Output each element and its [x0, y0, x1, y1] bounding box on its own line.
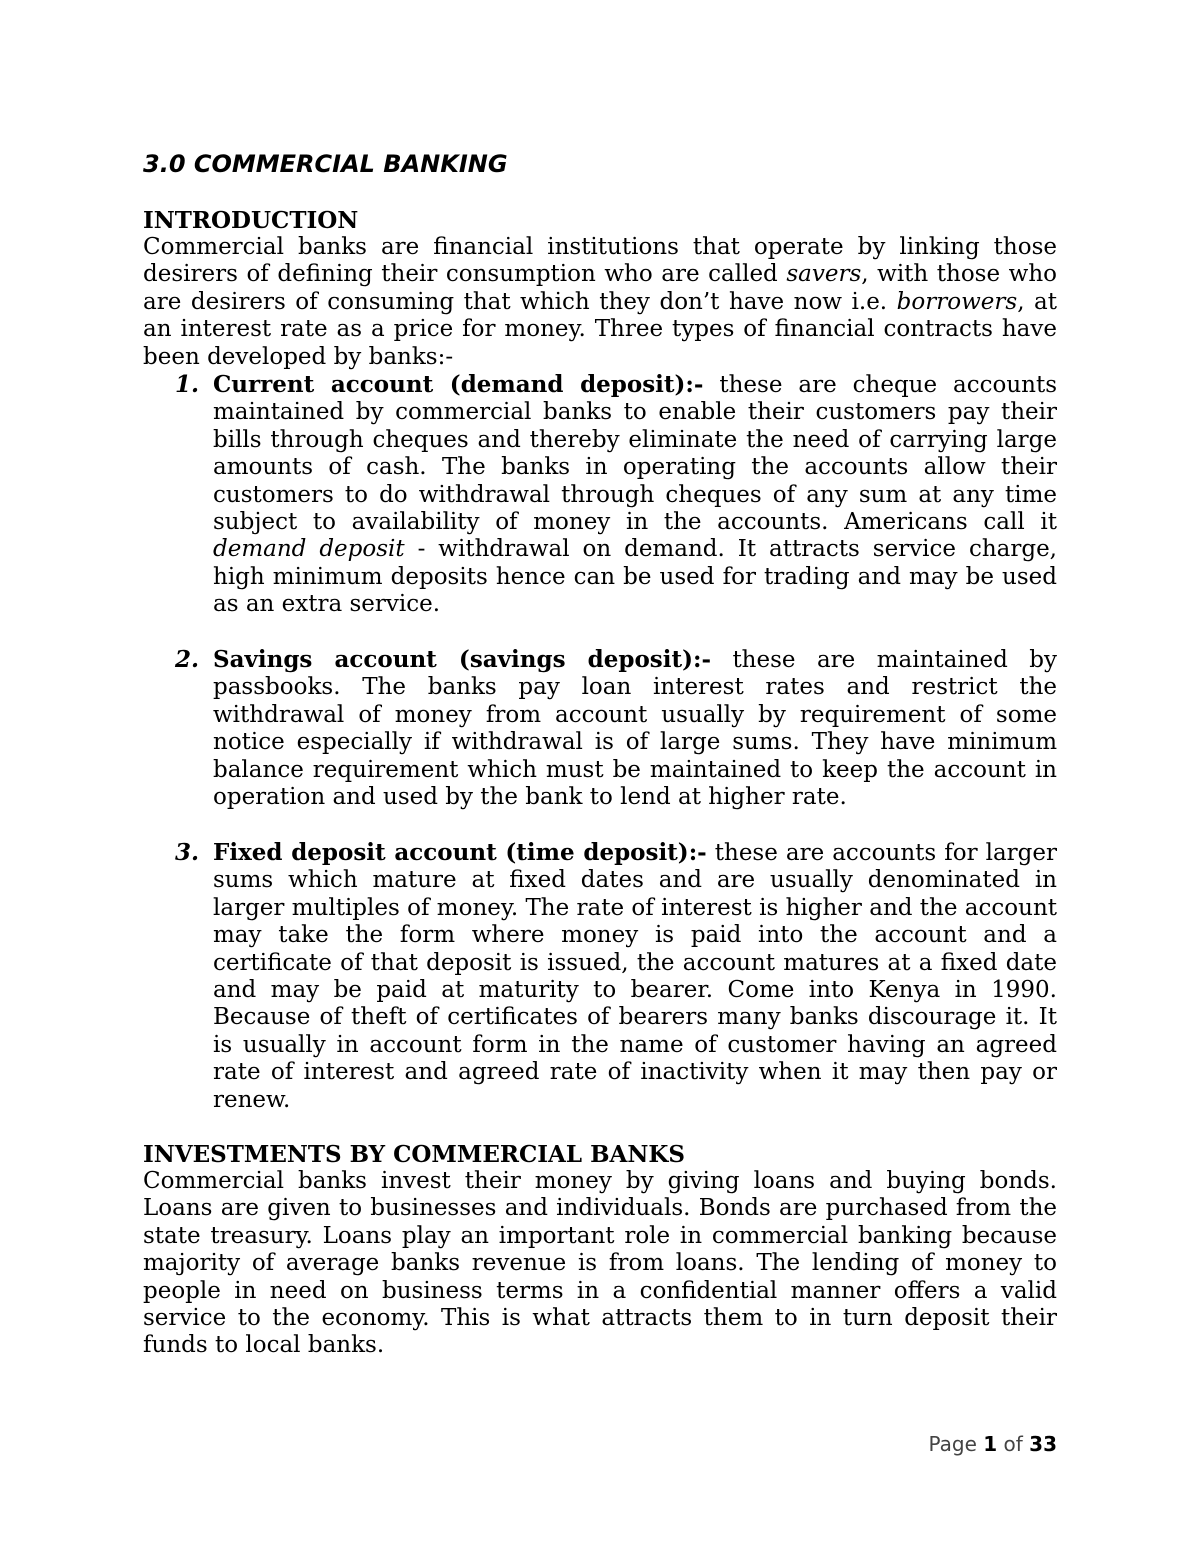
list-item-text: these are maintained by passbooks. The banks pay loan interest rates and restrict the withdrawal of money from account usually by requirement of some notice especially if withdrawal is of large sums. They have minimum balance requirement which must be maintained to keep the account in operation and used by the bank to lend at higher rate. — [213, 647, 1057, 811]
list-item-text: these are accounts for larger sums which mature at fixed dates and are usually denominated in larger multiples of money. The rate of interest is higher and the account may take the form where money is paid into the account and a certificate of that deposit is issued, the account matures at a fixed date and may be paid at maturity to bearer. Come into Kenya in 1990. Because of theft of certificates of bearers many banks discourage it. It is usually in account form in the name of customer having an agreed rate of interest and agreed rate of inactivity when it may then pay or renew. — [213, 839, 1057, 1113]
list-item-number: 3. — [175, 838, 200, 866]
list-item-term: Current account (demand deposit):- — [213, 371, 704, 399]
investments-heading: INVESTMENTS BY COMMERCIAL BANKS — [143, 1140, 685, 1168]
total-pages-number: 33 — [1029, 1432, 1057, 1456]
investments-paragraph: Commercial banks invest their money by giving loans and buying bonds. Loans are given to businesses and individuals. Bonds are purchased from the state treasury. Loans play an important role in commercial banking because majority of average banks revenue is from loans. The lending of money to people in need on business terms in a confidential manner offers a valid service to the economy. This is what attracts them to in turn deposit their funds to local banks. — [143, 1167, 1057, 1359]
savers-term: savers — [786, 261, 862, 288]
list-item-text: these are cheque accounts maintained by commercial banks to enable their customers pay their bills through cheques and thereby eliminate the need of carrying large amounts of cash. The banks in operating the accounts allow their customers to do withdrawal through cheques of any sum at any time subject to availability of money in the accounts. Americans call it — [213, 372, 1058, 536]
section-spacer — [143, 1114, 1057, 1141]
introduction-text-2: , with those who are desirers of consuming that which they don’t have now i.e. — [143, 261, 1057, 315]
page-number-footer — [928, 1432, 1057, 1456]
of-word: of — [1003, 1432, 1023, 1456]
list-item-text-end: - withdrawal on demand. It attracts service charge, high minimum deposits hence can be used for trading and may be used as an extra service. — [213, 536, 1057, 618]
page-word: Page — [928, 1432, 977, 1456]
demand-deposit-term: demand deposit — [213, 536, 405, 563]
borrowers-term: borrowers — [896, 288, 1018, 315]
current-page-number: 1 — [983, 1432, 998, 1456]
list-item-number: 2. — [175, 646, 200, 674]
introduction-paragraph — [143, 234, 1057, 371]
introduction-text-3: , at an interest rate as a price for money. Three types of financial contracts have been developed by banks:- — [143, 288, 1057, 370]
list-item — [143, 839, 1057, 1114]
introduction-heading: INTRODUCTION — [143, 207, 359, 234]
introduction-text-1: Commercial banks are financial institutions that operate by linking those desirers of defining their consumption who are called — [143, 234, 1057, 288]
list-item-number: 1. — [175, 371, 200, 399]
list-item-term: Savings account (savings deposit):- — [213, 646, 712, 674]
list-item — [143, 646, 1057, 811]
account-types-list — [143, 371, 1057, 1114]
list-item-term: Fixed deposit account (time deposit):- — [213, 838, 707, 866]
document-page — [143, 148, 1057, 1360]
list-item — [143, 371, 1057, 619]
chapter-title: 3.0 COMMERCIAL BANKING — [143, 150, 508, 178]
